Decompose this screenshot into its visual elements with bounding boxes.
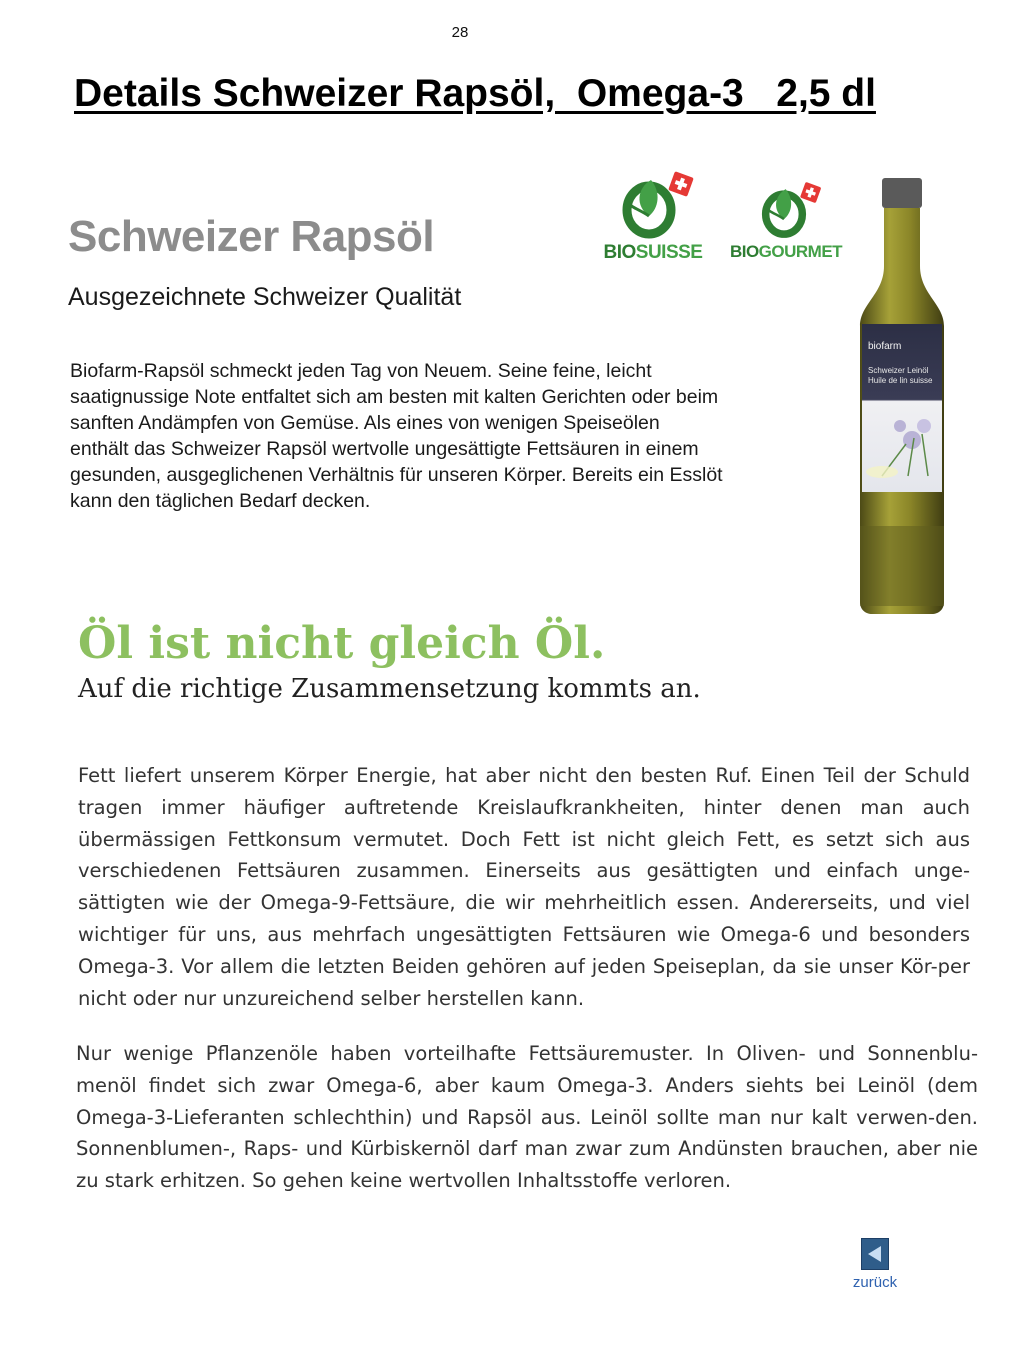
biosuisse-logo: [588, 170, 718, 270]
back-label: zurück: [852, 1274, 898, 1291]
description-line: sanften Andämpfen von Gemüse. Als eines von wenigen Speiseölen: [70, 412, 660, 434]
product-description: [70, 358, 830, 514]
description-line: kann den täglichen Bedarf decken.: [70, 490, 371, 512]
product-subheading: Ausgezeichnete Schweizer Qualität: [68, 283, 462, 311]
body-paragraph: Fett liefert unserem Körper Energie, hat aber nicht den besten Ruf. Einen Teil der Schuld tragen immer häufiger auftretende Kreislaufkrankheiten, hinter denen man auch übermässigen Fettkonsum vermutet. Doch Fett ist nicht gleich Fett, es setzt sich aus verschiedenen Fettsäuren zusammen. Einerseits aus gesättigten und einfach unge-sättigten wie der Omega-9-Fettsäure, die wir mehrheitlich essen. Andererseits, und viel wichtiger für uns, aus mehrfach ungesättigten Fettsäuren wie Omega-6 und besonders Omega-3. Vor allem die letzten Beiden gehören auf jeden Speiseplan, da sie unser Kör-per nicht oder nur unzureichend selber herstellen kann.: [78, 764, 970, 1010]
back-button[interactable]: [840, 1238, 910, 1291]
bottle-label-line: Huile de lin suisse: [868, 376, 933, 385]
description-line: gesunden, ausgeglichenen Verhältnis für unseren Körper. Bereits ein Esslöt: [70, 464, 723, 486]
bud-icon: [613, 170, 697, 240]
description-line: enthält das Schweizer Rapsöl wertvolle ungesättigte Fettsäuren in einem: [70, 438, 699, 460]
section-heading: Öl ist nicht gleich Öl.: [78, 618, 606, 669]
back-arrow-icon: [861, 1238, 889, 1270]
bud-icon: [754, 180, 824, 240]
bottle-label-line: Schweizer Leinöl: [868, 366, 929, 375]
oil-bottle-image: [852, 176, 952, 616]
description-line: saatignussige Note entfaltet sich am besten mit kalten Gerichten oder beim: [70, 386, 719, 408]
biogourmet-logo: [724, 180, 848, 280]
product-heading: Schweizer Rapsöl: [68, 212, 435, 261]
biosuisse-wordmark: BIOSUISSE: [603, 242, 703, 263]
page-title: Details Schweizer Rapsöl, Omega-3 2,5 dl: [74, 72, 876, 115]
body-paragraph: Nur wenige Pflanzenöle haben vorteilhafte Fettsäuremuster. In Oliven- und Sonnenblu-menöl findet sich zwar Omega-6, aber kaum Omega-3. Anders siehts bei Leinöl (dem Omega-3-Lieferanten schlechthin) und Rapsöl aus. Leinöl sollte man nur kalt verwen-den. Sonnenblumen-, Raps- und Kürbiskernöl darf man zwar zum Andünsten brauchen, aber nie zu stark erhitzen. So gehen keine wertvollen Inhaltsstoffe verloren.: [76, 1042, 978, 1193]
page-number: 28: [451, 24, 469, 41]
section-subheading: Auf die richtige Zusammensetzung kommts an.: [78, 674, 701, 704]
description-line: Biofarm-Rapsöl schmeckt jeden Tag von Neuem. Seine feine, leicht: [70, 360, 652, 382]
bottle-brand: biofarm: [868, 341, 902, 352]
bottle-icon: [852, 176, 952, 616]
biogourmet-wordmark: BIOGOURMET: [729, 242, 843, 261]
